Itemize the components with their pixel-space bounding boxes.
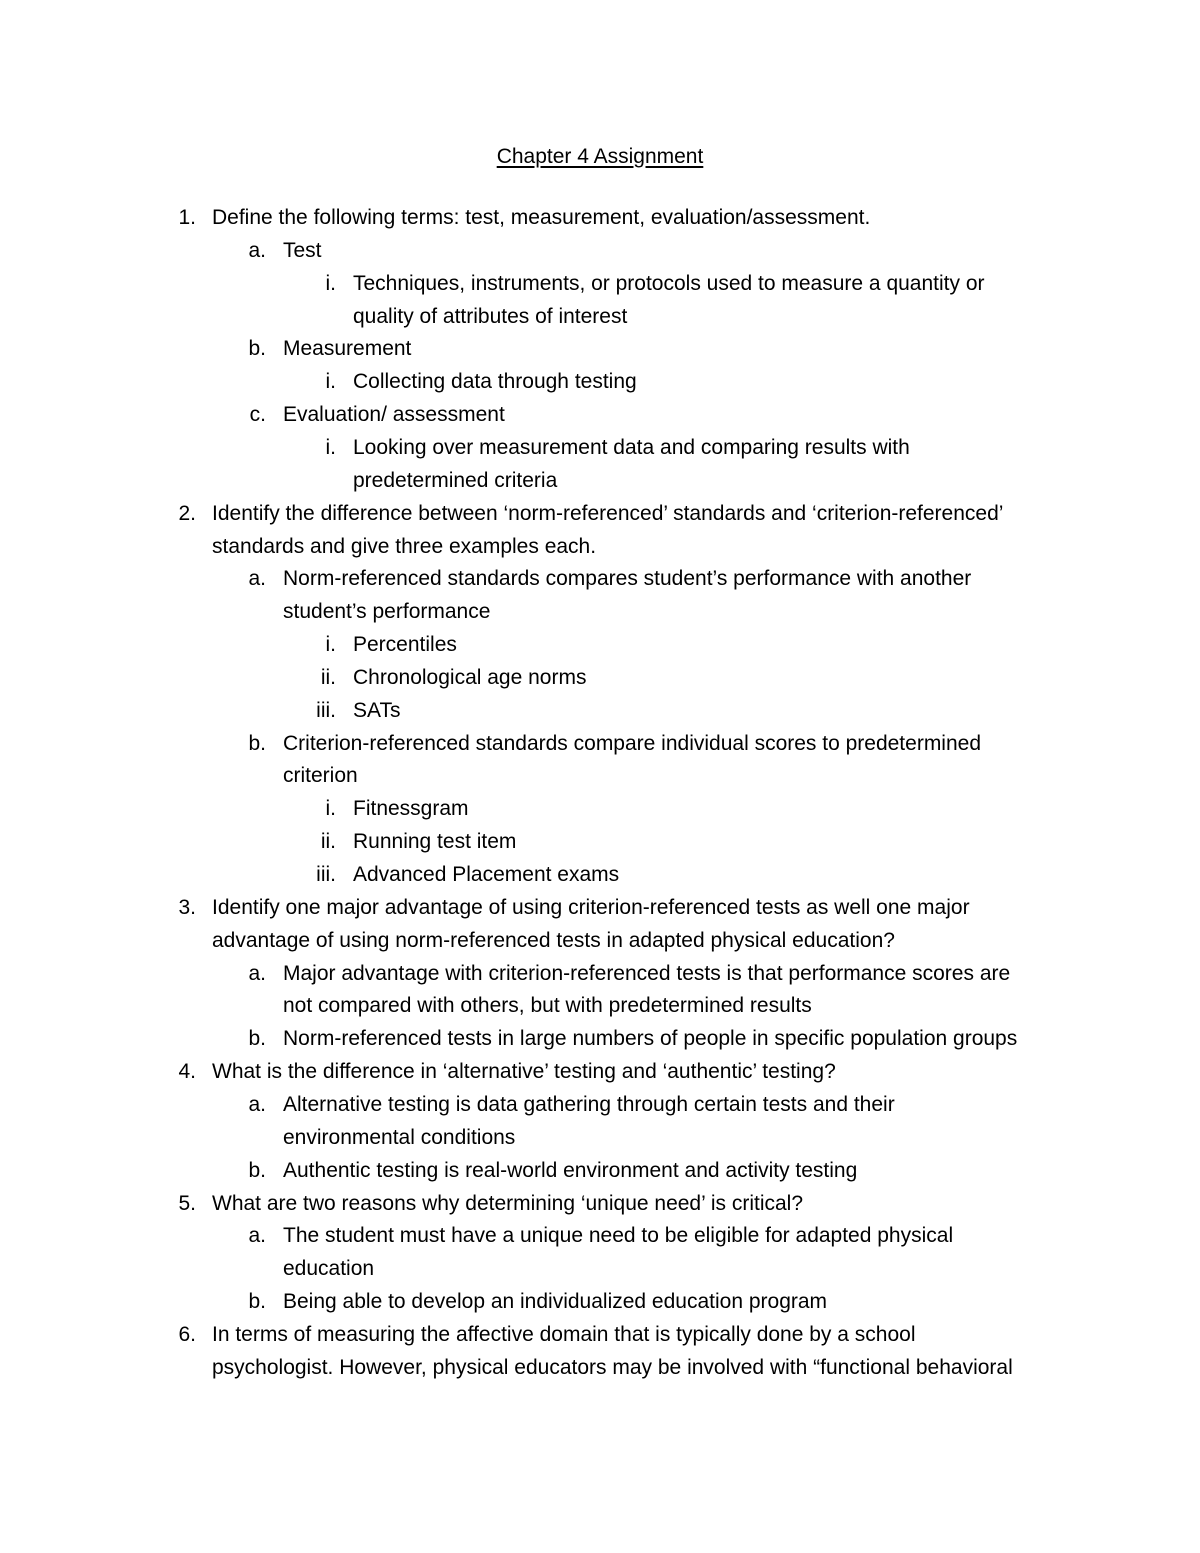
question-text: advantage of using norm-referenced tests in adapted physical education? bbox=[212, 928, 895, 952]
answer-letter: b. bbox=[248, 337, 266, 361]
answer-text: Authentic testing is real-world environment and activity testing bbox=[283, 1158, 858, 1182]
question-text: What are two reasons why determining ‘unique need’ is critical? bbox=[212, 1191, 804, 1215]
question-text: In terms of measuring the affective domain that is typically done by a school bbox=[212, 1322, 916, 1346]
answer-text: Norm-referenced standards compares student’s performance with another bbox=[283, 567, 972, 591]
question-number: 1. bbox=[178, 206, 196, 229]
question-text: Identify one major advantage of using criterion-referenced tests as well one major bbox=[212, 895, 970, 919]
sub-item-numeral: i. bbox=[325, 435, 336, 459]
sub-item-numeral: i. bbox=[325, 797, 336, 821]
sub-item-text: Running test item bbox=[353, 830, 517, 854]
sub-item-text: Techniques, instruments, or protocols used to measure a quantity or bbox=[353, 271, 985, 295]
sub-item-text: quality of attributes of interest bbox=[353, 304, 628, 328]
sub-item-numeral: iii. bbox=[316, 698, 336, 722]
sub-item-numeral: i. bbox=[325, 271, 336, 295]
answer-text: Measurement bbox=[283, 337, 412, 361]
answer-text: Norm-referenced tests in large numbers of people in specific population groups bbox=[283, 1027, 1018, 1051]
answer-text: Test bbox=[283, 238, 322, 262]
sub-item-text: Fitnessgram bbox=[353, 797, 469, 821]
question-text: standards and give three examples each. bbox=[212, 534, 597, 558]
question-number: 5. bbox=[178, 1191, 196, 1215]
answer-letter: a. bbox=[248, 567, 266, 591]
answer-text: Criterion-referenced standards compare individual scores to predetermined bbox=[283, 731, 982, 755]
question-text: What is the difference in ‘alternative’ testing and ‘authentic’ testing? bbox=[212, 1060, 836, 1084]
answer-text: criterion bbox=[283, 764, 358, 788]
answer-letter: a. bbox=[248, 238, 266, 262]
answer-letter: c. bbox=[249, 403, 266, 427]
sub-item-text: predetermined criteria bbox=[353, 468, 558, 492]
question-number: 3. bbox=[178, 895, 196, 919]
answer-letter: b. bbox=[248, 731, 266, 755]
sub-item-text: Percentiles bbox=[353, 633, 457, 657]
sub-item-text: Chronological age norms bbox=[353, 665, 587, 689]
answer-letter: b. bbox=[248, 1158, 266, 1182]
sub-item-numeral: i. bbox=[325, 633, 336, 657]
question-number: 2. bbox=[178, 501, 196, 525]
answer-text: not compared with others, but with predetermined results bbox=[283, 994, 812, 1018]
sub-item-text: Advanced Placement exams bbox=[353, 863, 620, 886]
question-number: 6. bbox=[178, 1322, 196, 1346]
answer-text: Alternative testing is data gathering through certain tests and their bbox=[283, 1092, 895, 1116]
answer-letter: b. bbox=[248, 1290, 266, 1314]
question-text: Define the following terms: test, measurement, evaluation/assessment. bbox=[212, 206, 871, 229]
question-text: psychologist. However, physical educators may be involved with “functional behavioral bbox=[212, 1355, 1013, 1379]
sub-item-numeral: ii. bbox=[320, 665, 336, 689]
answer-letter: a. bbox=[248, 961, 266, 985]
sub-item-numeral: ii. bbox=[320, 830, 336, 854]
answer-text: Evaluation/ assessment bbox=[283, 403, 505, 427]
question-number: 4. bbox=[178, 1060, 196, 1084]
sub-item-text: SATs bbox=[353, 698, 401, 722]
answer-text: environmental conditions bbox=[283, 1125, 516, 1149]
question-text: Identify the difference between ‘norm-referenced’ standards and ‘criterion-referenced’ bbox=[212, 501, 1004, 525]
sub-item-text: Collecting data through testing bbox=[353, 370, 637, 394]
answer-letter: a. bbox=[248, 1092, 266, 1116]
answer-text: education bbox=[283, 1257, 375, 1281]
answer-letter: a. bbox=[248, 1224, 266, 1248]
answer-text: student’s performance bbox=[283, 600, 491, 624]
sub-item-numeral: i. bbox=[325, 370, 336, 394]
answer-letter: b. bbox=[248, 1027, 266, 1051]
sub-item-text: Looking over measurement data and comparing results with bbox=[353, 435, 910, 459]
answer-text: Major advantage with criterion-referenced tests is that performance scores are bbox=[283, 961, 1011, 985]
sub-item-numeral: iii. bbox=[316, 863, 336, 886]
document-title: Chapter 4 Assignment bbox=[496, 145, 704, 168]
answer-text: The student must have a unique need to be eligible for adapted physical bbox=[283, 1224, 954, 1248]
answer-text: Being able to develop an individualized education program bbox=[283, 1290, 828, 1314]
